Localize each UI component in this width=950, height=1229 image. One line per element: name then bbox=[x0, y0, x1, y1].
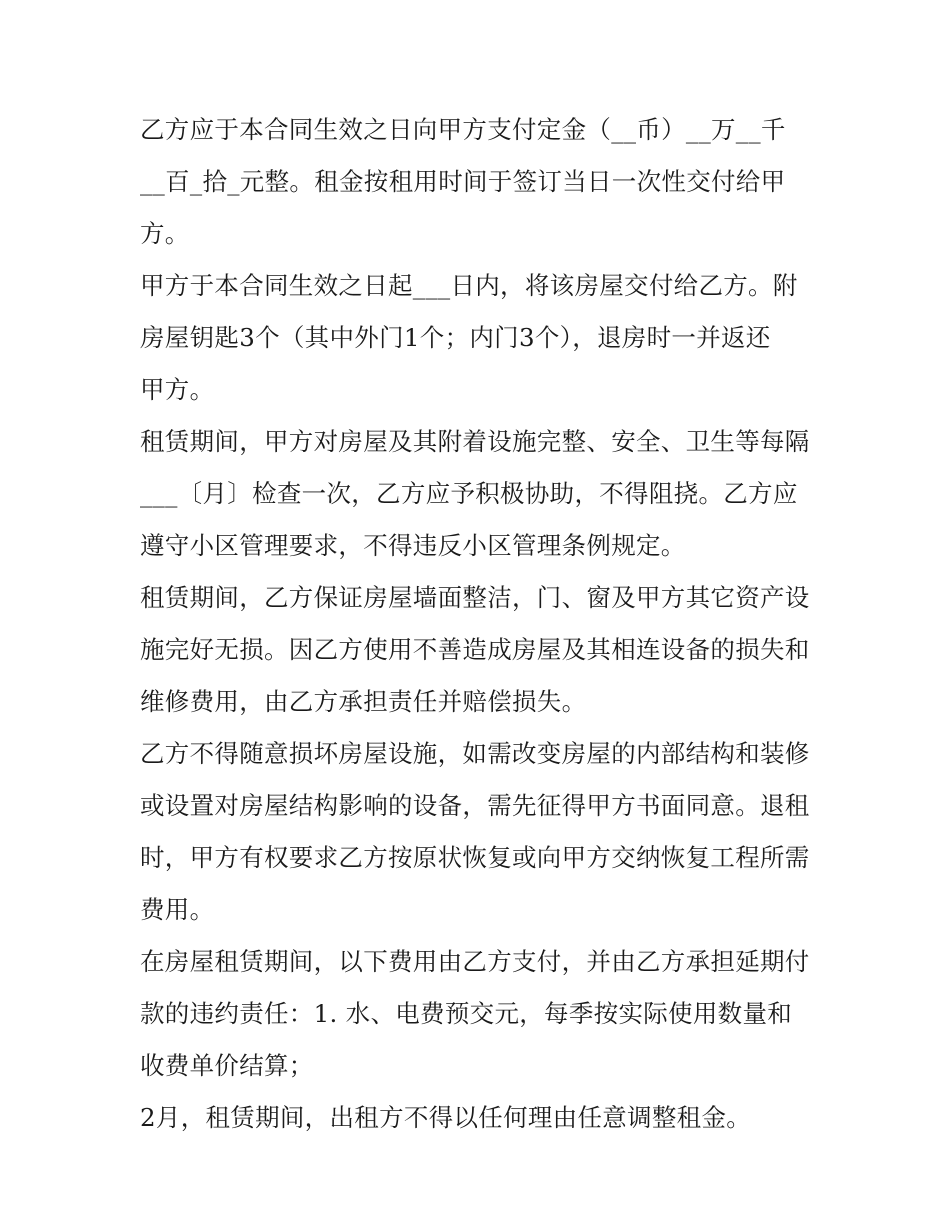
paragraph-deposit bbox=[140, 104, 820, 260]
paragraph-rent-adjustment bbox=[140, 1092, 820, 1144]
paragraph-handover bbox=[140, 260, 820, 416]
text-line: 时，甲方有权要求乙方按原状恢复或向甲方交纳恢复工程所需 bbox=[140, 843, 810, 872]
text-line: 收费单价结算； bbox=[140, 1051, 314, 1080]
document-body bbox=[140, 104, 820, 1144]
paragraph-fees bbox=[140, 936, 820, 1092]
text-line: ___〔月〕检查一次，乙方应予积极协助，不得阻挠。乙方应 bbox=[140, 479, 798, 508]
text-line: 租赁期间，甲方对房屋及其附着设施完整、安全、卫生等每隔 bbox=[140, 427, 810, 456]
text-line: __百_拾_元整。租金按租用时间于签订当日一次性交付给甲 bbox=[140, 167, 786, 196]
text-line: 施完好无损。因乙方使用不善造成房屋及其相连设备的损失和 bbox=[140, 635, 810, 664]
text-line: 甲方于本合同生效之日起___日内，将该房屋交付给乙方。附 bbox=[140, 271, 798, 300]
text-line: 在房屋租赁期间，以下费用由乙方支付，并由乙方承担延期付 bbox=[140, 947, 810, 976]
text-line: 或设置对房屋结构影响的设备，需先征得甲方书面同意。退租 bbox=[140, 791, 810, 820]
text-line: 房屋钥匙3个（其中外门1个；内门3个），退房时一并返还 bbox=[140, 323, 771, 352]
text-line: 乙方应于本合同生效之日向甲方支付定金（__币）__万__千 bbox=[140, 115, 786, 144]
text-line: 费用。 bbox=[140, 895, 215, 924]
text-line: 维修费用，由乙方承担责任并赔偿损失。 bbox=[140, 687, 587, 716]
paragraph-maintenance bbox=[140, 572, 820, 728]
text-line: 款的违约责任：1. 水、电费预交元，每季按实际使用数量和 bbox=[140, 999, 793, 1028]
text-line: 乙方不得随意损坏房屋设施，如需改变房屋的内部结构和装修 bbox=[140, 739, 810, 768]
paragraph-inspection bbox=[140, 416, 820, 572]
text-line: 方。 bbox=[140, 219, 190, 248]
text-line: 遵守小区管理要求，不得违反小区管理条例规定。 bbox=[140, 531, 686, 560]
text-line: 甲方。 bbox=[140, 375, 215, 404]
text-line: 租赁期间，乙方保证房屋墙面整洁，门、窗及甲方其它资产设 bbox=[140, 583, 810, 612]
text-line: 2月，租赁期间，出租方不得以任何理由任意调整租金。 bbox=[140, 1103, 752, 1132]
paragraph-alterations bbox=[140, 728, 820, 936]
